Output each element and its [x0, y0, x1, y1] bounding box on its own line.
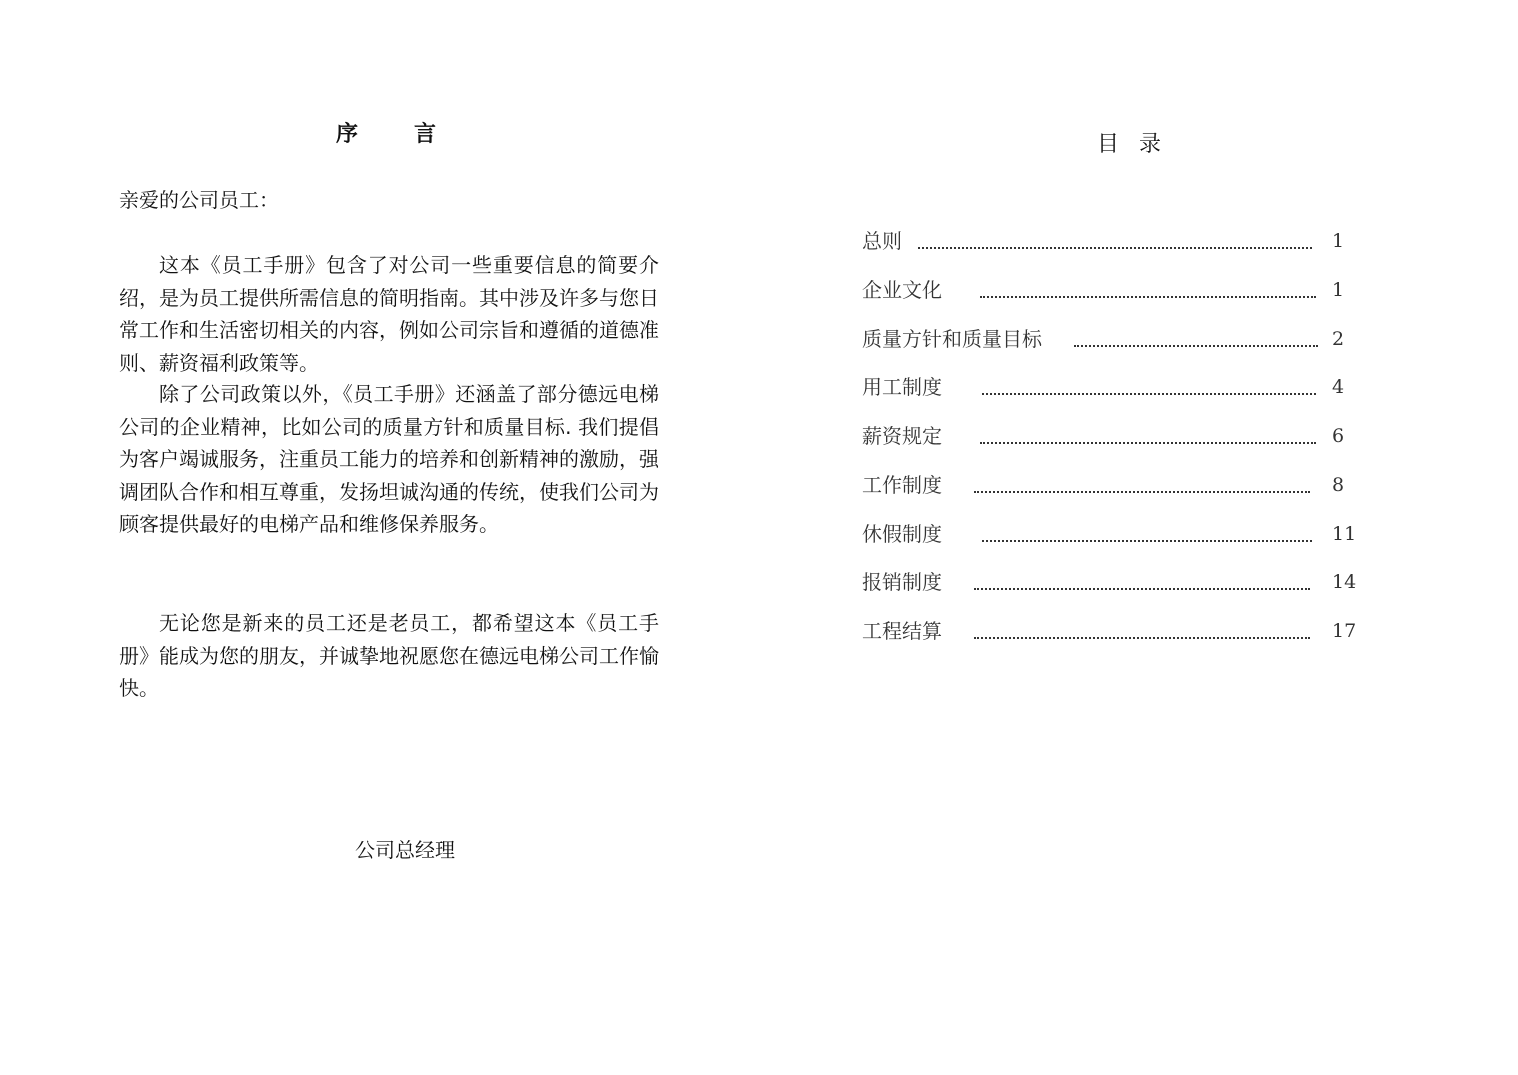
preface-title-part1: 序 [336, 122, 359, 147]
preface-paragraph-2: 除了公司政策以外，《员工手册》还涵盖了部分德远电梯公司的企业精神，比如公司的质量方针和质量目标. 我们提倡为客户竭诚服务，注重员工能力的培养和创新精神的激励，强调团队合作和相互尊重，发扬坦诚沟通的传统，使我们公司为顾客提供最好的电梯产品和维修保养服务。 [119, 382, 659, 536]
toc-entry-page: 1 [1332, 230, 1345, 252]
toc-leader [980, 442, 1316, 444]
toc-leader [974, 491, 1310, 493]
toc-entry[interactable] [862, 468, 1358, 502]
toc-entry-page: 4 [1332, 376, 1345, 398]
toc-entry-page: 14 [1332, 571, 1357, 593]
toc-leader [982, 393, 1316, 395]
preface-title [336, 118, 436, 152]
toc-entry[interactable] [862, 419, 1358, 453]
toc-leader [974, 588, 1310, 590]
toc-entry-page: 6 [1332, 425, 1345, 447]
preface-paragraph-1: 这本《员工手册》包含了对公司一些重要信息的简要介绍，是为员工提供所需信息的简明指南。其中涉及许多与您日常工作和生活密切相关的内容，例如公司宗旨和遵循的道德准则、薪资福利政策等。 [119, 253, 659, 375]
toc-entry[interactable] [862, 224, 1358, 258]
toc-entry-page: 11 [1332, 523, 1357, 545]
toc-title-part2: 录 [1139, 132, 1162, 157]
toc-entry-label: 薪资规定 [862, 424, 942, 448]
toc-entry[interactable] [862, 370, 1358, 404]
signature: 公司总经理 [355, 838, 455, 862]
toc-entry[interactable] [862, 614, 1358, 648]
toc-entry-page: 8 [1332, 474, 1345, 496]
toc-leader [980, 296, 1316, 298]
toc-entry[interactable] [862, 517, 1358, 551]
toc-leader [974, 637, 1310, 639]
toc-entry[interactable] [862, 565, 1358, 599]
toc-entry-page: 1 [1332, 279, 1345, 301]
toc-entry[interactable] [862, 273, 1358, 307]
toc-entry[interactable] [862, 322, 1358, 356]
preface-title-part2: 言 [414, 122, 437, 147]
toc-entry-page: 2 [1332, 328, 1345, 350]
toc-title [1097, 128, 1161, 162]
toc-leader [982, 540, 1312, 542]
toc-entry-label: 企业文化 [862, 278, 942, 302]
toc-entry-label: 休假制度 [862, 522, 942, 546]
toc-entry-label: 质量方针和质量目标 [862, 327, 1042, 351]
toc-entry-label: 总则 [862, 229, 902, 253]
toc-entry-label: 工作制度 [862, 473, 942, 497]
toc-title-part1: 目 [1097, 132, 1120, 157]
toc-entry-label: 用工制度 [862, 375, 942, 399]
toc-leader [918, 247, 1312, 249]
preface-paragraph-3: 无论您是新来的员工还是老员工，都希望这本《员工手册》能成为您的朋友，并诚挚地祝愿您在德远电梯公司工作愉快。 [119, 611, 659, 700]
salutation: 亲爱的公司员工： [119, 188, 279, 212]
toc-entry-label: 报销制度 [862, 570, 942, 594]
toc-entry-page: 17 [1332, 620, 1357, 642]
toc-entry-label: 工程结算 [862, 619, 942, 643]
toc-leader [1074, 345, 1318, 347]
